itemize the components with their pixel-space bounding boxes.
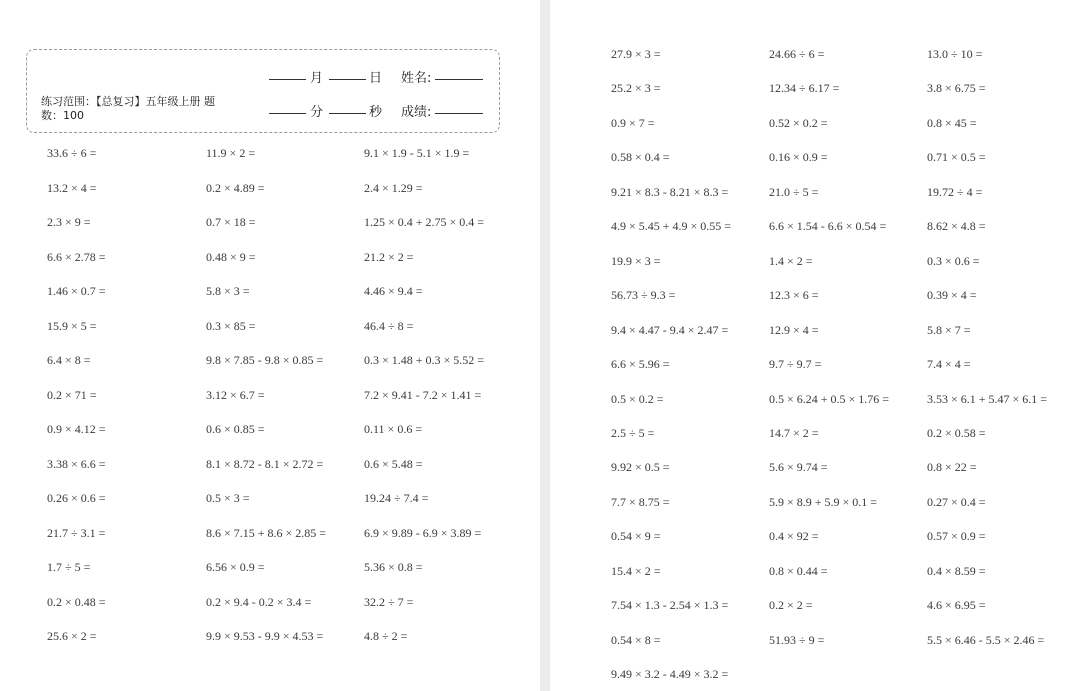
math-problem: 8.62 × 4.8 = xyxy=(927,219,986,234)
math-problem: 0.8 × 45 = xyxy=(927,115,977,130)
math-problem: 14.7 × 2 = xyxy=(769,425,819,440)
math-problem: 0.6 × 0.85 = xyxy=(206,422,265,436)
math-problem: 0.8 × 0.44 = xyxy=(769,563,828,578)
math-problem: 0.3 × 0.6 = xyxy=(927,253,980,268)
math-problem: 9.8 × 7.85 - 9.8 × 0.85 = xyxy=(206,353,324,367)
math-problem: 3.53 × 6.1 + 5.47 × 6.1 = xyxy=(927,391,1048,406)
minute-label: 分 xyxy=(310,105,324,120)
math-problem: 12.34 ÷ 6.17 = xyxy=(769,81,840,96)
math-problem: 0.3 × 1.48 + 0.3 × 5.52 = xyxy=(364,353,485,367)
math-problem: 7.4 × 4 = xyxy=(927,357,971,372)
math-problem: 0.4 × 92 = xyxy=(769,529,819,544)
math-problem: 51.93 ÷ 9 = xyxy=(769,632,825,647)
math-problem: 6.9 × 9.89 - 6.9 × 3.89 = xyxy=(364,525,482,540)
math-problem: 5.5 × 6.46 - 5.5 × 2.46 = xyxy=(927,632,1045,647)
math-problem: 4.8 ÷ 2 = xyxy=(364,629,408,643)
math-problem: 1.46 × 0.7 = xyxy=(47,284,106,298)
math-problem: 33.6 ÷ 6 = xyxy=(47,146,97,160)
math-problem: 25.2 × 3 = xyxy=(611,81,661,96)
score-blank xyxy=(435,113,483,114)
math-problem: 0.11 × 0.6 = xyxy=(364,422,423,436)
math-problem: 0.54 × 9 = xyxy=(611,529,661,544)
math-problem: 9.49 × 3.2 - 4.49 × 3.2 = xyxy=(611,667,729,682)
math-problem: 5.36 × 0.8 = xyxy=(364,560,423,574)
math-problem: 9.1 × 1.9 - 5.1 × 1.9 = xyxy=(364,146,470,160)
math-problem: 2.3 × 9 = xyxy=(47,215,91,229)
math-problem: 5.9 × 8.9 + 5.9 × 0.1 = xyxy=(769,494,878,509)
math-problem: 0.5 × 0.2 = xyxy=(611,391,664,406)
second-blank xyxy=(329,113,366,114)
math-problem: 19.72 ÷ 4 = xyxy=(927,184,983,199)
second-label: 秒 xyxy=(369,105,383,120)
math-problem: 7.7 × 8.75 = xyxy=(611,494,670,509)
math-problem: 9.21 × 8.3 - 8.21 × 8.3 = xyxy=(611,184,729,199)
math-problem: 8.6 × 7.15 + 8.6 × 2.85 = xyxy=(206,525,327,540)
math-problem: 15.4 × 2 = xyxy=(611,563,661,578)
math-problem: 0.52 × 0.2 = xyxy=(769,115,828,130)
worksheet-header-box xyxy=(26,49,500,133)
name-label: 姓名: xyxy=(401,71,432,86)
math-problem: 0.26 × 0.6 = xyxy=(47,491,106,505)
math-problem: 0.8 × 22 = xyxy=(927,460,977,475)
math-problem: 0.5 × 6.24 + 0.5 × 1.76 = xyxy=(769,391,890,406)
math-problem: 1.25 × 0.4 + 2.75 × 0.4 = xyxy=(364,215,485,229)
math-problem: 0.48 × 9 = xyxy=(206,249,256,264)
math-problem: 0.71 × 0.5 = xyxy=(927,150,986,165)
math-problem: 0.2 × 0.58 = xyxy=(927,425,986,440)
math-problem: 46.4 ÷ 8 = xyxy=(364,318,414,333)
math-problem: 0.4 × 8.59 = xyxy=(927,563,986,578)
math-problem: 0.3 × 85 = xyxy=(206,318,256,333)
math-problem: 21.2 × 2 = xyxy=(364,249,414,264)
math-problem: 0.2 × 9.4 - 0.2 × 3.4 = xyxy=(206,594,312,609)
month-blank xyxy=(269,79,306,80)
math-problem: 3.12 × 6.7 = xyxy=(206,387,265,402)
math-problem: 32.2 ÷ 7 = xyxy=(364,594,414,609)
math-problem: 5.6 × 9.74 = xyxy=(769,460,828,475)
math-problem: 0.2 × 71 = xyxy=(47,387,97,402)
math-problem: 8.1 × 8.72 - 8.1 × 2.72 = xyxy=(206,456,324,471)
math-problem: 3.8 × 6.75 = xyxy=(927,81,986,96)
math-problem: 0.2 × 0.48 = xyxy=(47,594,106,609)
math-problem: 4.6 × 6.95 = xyxy=(927,598,986,613)
math-problem: 0.54 × 8 = xyxy=(611,632,661,647)
math-problem: 0.27 × 0.4 = xyxy=(927,494,986,509)
name-blank xyxy=(435,79,483,80)
math-problem: 19.9 × 3 = xyxy=(611,253,661,268)
day-blank xyxy=(329,79,366,80)
math-problem: 12.3 × 6 = xyxy=(769,288,819,303)
math-problem: 0.58 × 0.4 = xyxy=(611,150,670,165)
score-label: 成绩: xyxy=(401,105,432,120)
math-problem: 3.38 × 6.6 = xyxy=(47,456,106,471)
math-problem: 0.9 × 4.12 = xyxy=(47,422,106,436)
scope-text: 练习范围：【总复习】五年级上册 题数：100 xyxy=(41,95,215,122)
math-problem: 0.6 × 5.48 = xyxy=(364,456,423,471)
math-problem: 25.6 × 2 = xyxy=(47,629,97,643)
math-problem: 27.9 × 3 = xyxy=(611,47,661,61)
math-problem: 6.6 × 2.78 = xyxy=(47,249,106,264)
math-problem: 0.57 × 0.9 = xyxy=(927,529,986,544)
worksheet-page-right xyxy=(550,0,1080,691)
math-problem: 12.9 × 4 = xyxy=(769,322,819,337)
day-label: 日 xyxy=(369,71,383,86)
math-problem: 13.2 × 4 = xyxy=(47,180,97,195)
math-problem: 2.5 ÷ 5 = xyxy=(611,425,655,440)
math-problem: 9.7 ÷ 9.7 = xyxy=(769,357,822,372)
math-problem: 21.7 ÷ 3.1 = xyxy=(47,525,106,540)
math-problem: 9.92 × 0.5 = xyxy=(611,460,670,475)
math-problem: 0.5 × 3 = xyxy=(206,491,250,505)
math-problem: 6.4 × 8 = xyxy=(47,353,91,367)
math-problem: 1.4 × 2 = xyxy=(769,253,813,268)
math-problem: 7.54 × 1.3 - 2.54 × 1.3 = xyxy=(611,598,729,613)
math-problem: 6.6 × 5.96 = xyxy=(611,357,670,372)
math-problem: 5.8 × 7 = xyxy=(927,322,971,337)
math-problem: 15.9 × 5 = xyxy=(47,318,97,333)
math-problem: 0.39 × 4 = xyxy=(927,288,977,303)
math-problem: 0.16 × 0.9 = xyxy=(769,150,828,165)
math-problem: 24.66 ÷ 6 = xyxy=(769,47,825,61)
math-problem: 0.2 × 4.89 = xyxy=(206,180,265,195)
math-problem: 21.0 ÷ 5 = xyxy=(769,184,819,199)
math-problem: 0.2 × 2 = xyxy=(769,598,813,613)
math-problem: 2.4 × 1.29 = xyxy=(364,180,423,195)
math-problem: 7.2 × 9.41 - 7.2 × 1.41 = xyxy=(364,387,482,402)
math-problem: 6.56 × 0.9 = xyxy=(206,560,265,574)
math-problem: 19.24 ÷ 7.4 = xyxy=(364,491,429,505)
minute-blank xyxy=(269,113,306,114)
math-problem: 1.7 ÷ 5 = xyxy=(47,560,91,574)
math-problem: 13.0 ÷ 10 = xyxy=(927,47,983,61)
math-problem: 9.4 × 4.47 - 9.4 × 2.47 = xyxy=(611,322,729,337)
math-problem: 11.9 × 2 = xyxy=(206,146,256,160)
math-problem: 6.6 × 1.54 - 6.6 × 0.54 = xyxy=(769,219,887,234)
math-problem: 5.8 × 3 = xyxy=(206,284,250,298)
math-problem: 0.7 × 18 = xyxy=(206,215,256,229)
math-problem: 9.9 × 9.53 - 9.9 × 4.53 = xyxy=(206,629,324,643)
math-problem: 4.46 × 9.4 = xyxy=(364,284,423,298)
math-problem: 4.9 × 5.45 + 4.9 × 0.55 = xyxy=(611,219,732,234)
month-label: 月 xyxy=(310,71,324,86)
math-problem: 0.9 × 7 = xyxy=(611,115,655,130)
math-problem: 56.73 ÷ 9.3 = xyxy=(611,288,676,303)
